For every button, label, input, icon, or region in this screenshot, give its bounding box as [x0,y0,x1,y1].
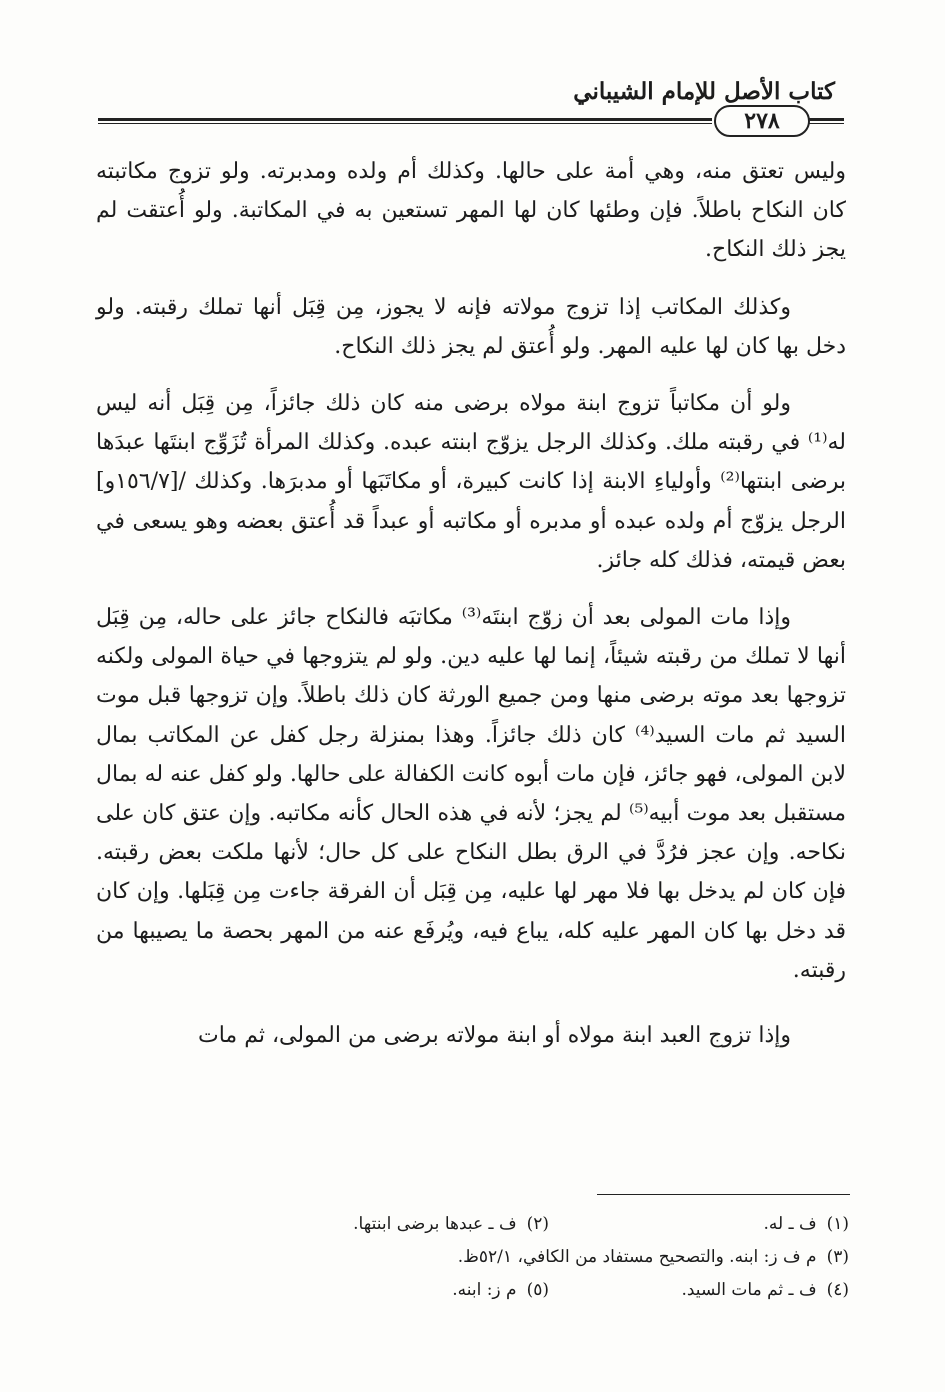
footnote-number: (٣) [826,1247,849,1267]
paragraph: ولو أن مكاتباً تزوج ابنة مولاه برضى منه كان ذلك جائزاً، مِن قِبَل أنه ليس له⁽¹⁾ في رقبته ملك. وكذلك الرجل يزوّج ابنته عبده. وكذلك المرأة تُزَوِّج ابنتَها عبدَها برضى ابنتها⁽²⁾ وأولياءِ الابنة إذا كانت كبيرة، أو مكاتَبَها أو مدبرَها. وكذلك /[١٥٦/٧و] الرجل يزوّج أم ولده عبده أو مدبره أو مكاتبه أو عبداً قد أُعتق بعضه وهو يسعى في بعض قيمته، فذلك كله جائز. [96,391,846,573]
main-text [96,152,846,1055]
footnote-row [99,1208,849,1241]
footnote [458,1241,849,1274]
footnote-text: ف ـ له. [763,1214,817,1234]
footnote-text: ف ـ عبدها برضى ابنتها. [353,1214,517,1234]
footnote-number: (٢) [526,1214,549,1234]
header-rule-end [806,118,844,124]
footnote-number: (١) [826,1214,849,1234]
footnote-row [99,1274,849,1307]
page-number: ٢٧٨ [714,105,810,137]
footnote [549,1208,849,1241]
paragraph: وإذا مات المولى بعد أن زوّج ابنتَه⁽³⁾ مكاتبَه فالنكاح جائز على حاله، مِن قِبَل أنها لا تملك من رقبته شيئاً، إنما لها عليه دين. ولو لم يتزوجها في حياة المولى ولكنه تزوجها بعد موته برضى منها ومن جميع الورثة كان ذلك باطلاً. وإن تزوجها قبل موت السيد ثم مات السيد⁽⁴⁾ كان ذلك جائزاً. وهذا بمنزلة رجل كفل عن المكاتب بمال لابن المولى، فهو جائز، فإن مات أبوه كانت الكفالة على حالها. ولو كفل عنه له بمال مستقبل بعد موت أبيه⁽⁵⁾ لم يجز؛ لأنه في هذه الحال كأنه مكاتبه. وإن عتق كان على نكاحه. وإن عجز فرُدَّ في الرق بطل النكاح على كل حال؛ لأنها ملكت بعض رقبته. فإن كان لم يدخل بها فلا مهر لها عليه، مِن قِبَل أن الفرقة جاءت مِن قِبَلها. وإن كان قد دخل بها كان المهر عليه كله، يباع فيه، ويُرفَع عنه من المهر بحصة ما يصيبها من رقبته. [96,605,847,983]
footnote-number: (٥) [526,1280,549,1300]
footnote-separator [597,1194,850,1195]
footnote-text: ف ـ ثم مات السيد. [681,1280,817,1300]
header-rule [98,118,712,124]
footnote [249,1208,549,1241]
paragraph: وليس تعتق منه، وهي أمة على حالها. وكذلك أم ولده ومدبرته. ولو تزوج مكاتبته كان النكاح باطلاً. فإن وطئها كان لها المهر تستعين به في المكاتبة. ولو أُعتقت لم يجز ذلك النكاح. [96,159,846,263]
paragraph: وكذلك المكاتب إذا تزوج مولاته فإنه لا يجوز، مِن قِبَل أنها تملك رقبته. ولو دخل بها كان لها عليه المهر. ولو أُعتق لم يجز ذلك النكاح. [96,294,846,359]
footnote-text: م ف ز: ابنه. والتصحيح مستفاد من الكافي، ٥٢/١ظ. [457,1247,817,1267]
footnote-row [99,1241,849,1274]
running-header-title: كتاب الأصل للإمام الشيباني [573,78,835,105]
footnote [549,1274,849,1307]
footnote [249,1274,549,1307]
footnote-text: م ز: ابنه. [452,1280,517,1300]
footnotes [99,1208,849,1307]
paragraph: وإذا تزوج العبد ابنة مولاه أو ابنة مولاته برضى من المولى، ثم مات [198,1023,791,1049]
footnote-number: (٤) [826,1280,849,1300]
